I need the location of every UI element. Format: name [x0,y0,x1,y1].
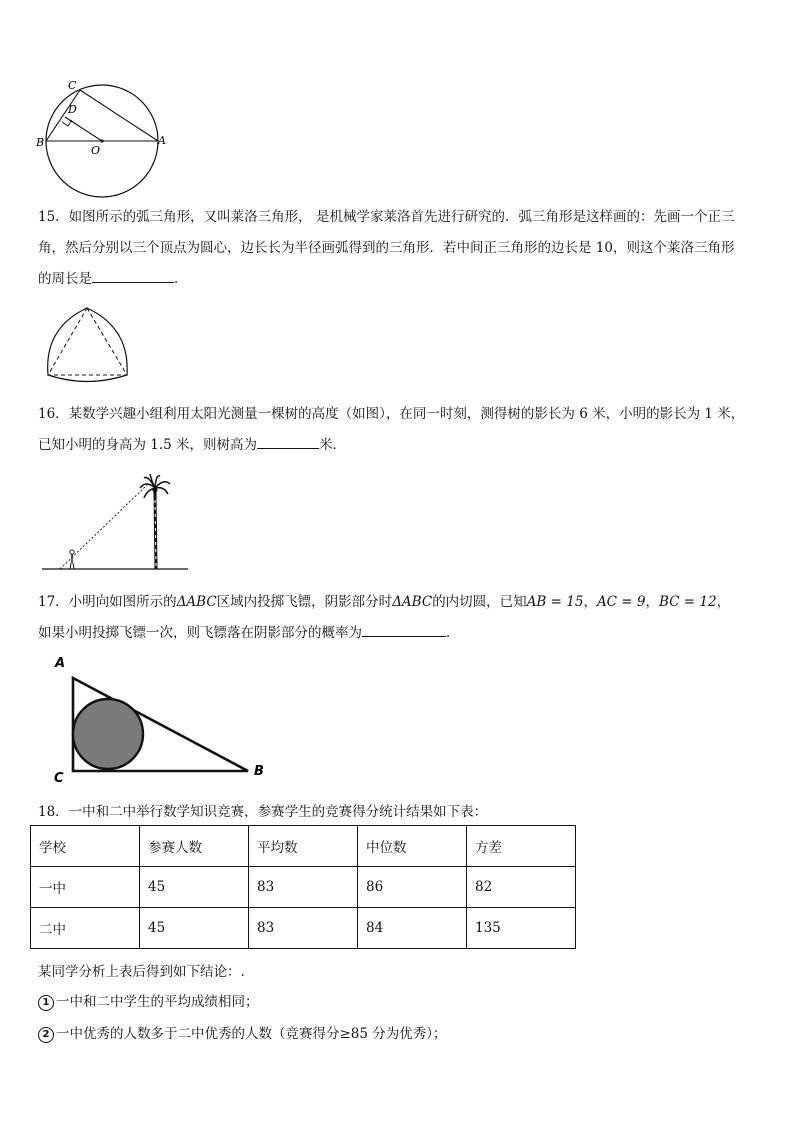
q18-intro: 18．一中和二中举行数学知识竞赛，参赛学生的竞赛得分统计结果如下表： [38,804,488,820]
triangle-abc-2: ΔABC [392,594,433,610]
center-dot [100,139,103,142]
label-d: D [68,103,77,116]
q15-line1: 15．如图所示的弧三角形，又叫莱洛三角形， 是机械学家莱洛首先进行研究的．弧三角形是这样画的：先画一个正三 [38,209,735,225]
q17-line1-c: 的内切圆，已知 [432,594,527,610]
condition-ab: AB = 15 [526,594,584,610]
conclusion-2-text: 一中优秀的人数多于二中优秀的人数（竞赛得分≥85 分为优秀）； [56,1026,447,1042]
circled-number-1: 1 [38,995,54,1011]
header-cell: 平均数 [249,826,358,867]
sep-2: ， [645,594,659,610]
q16-line2-post: 米． [319,437,347,453]
sun-ray [60,484,148,569]
header-cell: 学校 [31,826,140,867]
q15-line3-post: ． [174,271,188,287]
q18-analysis: 某同学分析上表后得到如下结论：. [38,964,245,980]
q16-answer-blank[interactable] [257,434,319,449]
header-cell: 参赛人数 [140,826,249,867]
palm-tree [140,474,170,569]
header-cell: 方差 [467,826,576,867]
label-b: B [36,136,45,149]
table-row [31,908,576,949]
table-cell: 45 [140,867,249,908]
q17-line1 [38,587,760,618]
table-cell: 45 [140,908,249,949]
q15-text [38,202,760,295]
circle-figure [34,72,174,202]
person-xiaoming [70,550,74,569]
table-cell: 83 [249,908,358,949]
incircle-shaded [73,699,143,769]
q17-line2 [38,618,760,649]
tree-shadow-figure [40,470,190,576]
table-cell: 82 [467,867,576,908]
reuleaux-outline [48,308,128,382]
table-row [31,867,576,908]
condition-bc: BC = 12 [659,594,717,610]
inner-equilateral-triangle [48,308,127,375]
sep-1: ， [583,594,597,610]
circled-number-2: 2 [38,1027,54,1043]
triangle-abc-1: ΔABC [176,594,217,610]
q18-conclusion-2 [38,1022,447,1043]
q17-line2-post: ． [446,625,460,641]
table-cell: 一中 [31,867,140,908]
q17-line2-pre: 如果小明投掷飞镖一次，则飞镖落在阴影部分的概率为 [38,625,362,641]
conclusion-1-text: 一中和二中学生的平均成绩相同； [56,994,259,1010]
table-header-row [31,826,576,867]
table-cell: 135 [467,908,576,949]
q16-line1: 16．某数学兴趣小组利用太阳光测量一棵树的高度（如图），在同一时刻，测得树的影长为 6 米，小明的影长为 1 米， [38,406,745,422]
vertex-c-label: C [54,771,64,786]
q18-conclusion-1 [38,990,259,1011]
reuleaux-triangle-figure [40,302,135,392]
chord-ca [80,90,158,141]
label-a: A [158,134,166,147]
table-cell: 二中 [31,908,140,949]
q17-text [38,587,760,649]
q17-answer-blank[interactable] [362,622,446,637]
label-o: O [91,144,101,157]
table-cell: 86 [358,867,467,908]
table-cell: 84 [358,908,467,949]
q17-line1-a: 17．小明向如图所示的 [38,594,177,610]
vertex-a-label: A [55,656,66,671]
incircle-triangle-figure [48,650,278,790]
q17-line1-d: ， [716,594,731,610]
q15-line3 [38,264,760,295]
q15-line3-pre: 的周长是 [38,271,92,287]
label-c: C [68,79,77,92]
segment-od [65,117,102,141]
score-table [30,825,576,949]
q15-answer-blank[interactable] [92,268,174,283]
table-cell: 83 [249,867,358,908]
header-cell: 中位数 [358,826,467,867]
q16-text [38,399,760,461]
q17-line1-b: 区域内投掷飞镖，阴影部分时 [216,594,393,610]
q16-line2-pre: 已知小明的身高为 1.5 米，则树高为 [38,437,258,453]
vertex-b-label: B [254,764,264,779]
condition-ac: AC = 9 [596,594,646,610]
q16-line2 [38,430,760,461]
q15-line2: 角，然后分别以三个顶点为圆心，边长长为半径画弧得到的三角形．若中间正三角形的边长是 10，则这个莱洛三角形 [38,240,735,256]
